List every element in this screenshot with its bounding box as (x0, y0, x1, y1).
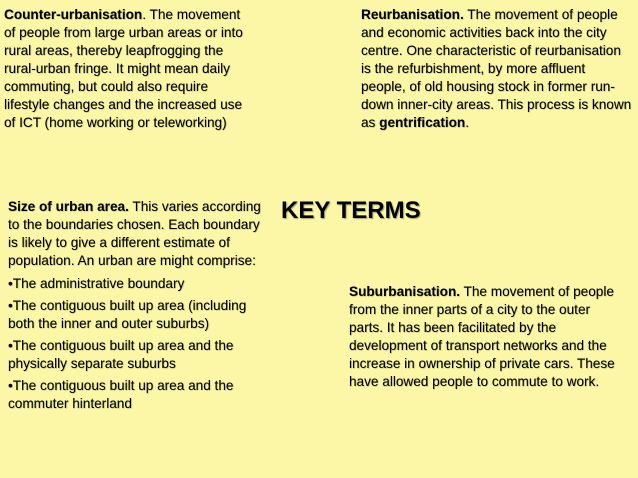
size-of-urban-area-term: Size of urban area. (8, 199, 129, 214)
reurbanisation-term: Reurbanisation. (361, 7, 464, 22)
suburbanisation-text: The movement of people from the inner parts of a city to the outer parts. It has been facilitated by the development of transport networks and the increase in ownership of private cars. These have allowed people to commute to work. (349, 284, 615, 389)
reurbanisation-text: The movement of people and economic activities back into the city centre. One characteristic of reurbanisation is the refurbishment, by more affluent people, of old housing stock in former run-down inner-city areas. This process is known as (361, 7, 632, 130)
size-of-urban-area-intro (8, 198, 270, 270)
suburbanisation-term: Suburbanisation. (349, 284, 461, 299)
list-item: •The administrative boundary (8, 276, 185, 291)
suburbanisation-definition (349, 283, 619, 391)
reurbanisation-end: . (465, 115, 470, 130)
gentrification-term: gentrification (379, 115, 466, 130)
counter-urbanisation-term: Counter-urbanisation (4, 7, 143, 22)
page-title: KEY TERMS (281, 197, 421, 224)
counter-urbanisation-definition (4, 6, 252, 132)
list-item: •The contiguous built up area and the commuter hinterland (8, 378, 234, 411)
reurbanisation-definition (361, 6, 633, 132)
list-item: •The contiguous built up area and the physically separate suburbs (8, 338, 234, 371)
size-of-urban-area-text: This varies according to the boundaries chosen. Each boundary is likely to give a different estimate of population. An urban are might comprise: (8, 199, 261, 268)
size-of-urban-area-definition (8, 198, 270, 413)
counter-urbanisation-text: . The movement of people from large urban areas or into rural areas, thereby leapfrogging the rural-urban fringe. It might mean daily commuting, but could also require lifestyle changes and the increased use of ICT (home working or teleworking) (4, 7, 243, 130)
list-item: •The contiguous built up area (including both the inner and outer suburbs) (8, 298, 247, 331)
